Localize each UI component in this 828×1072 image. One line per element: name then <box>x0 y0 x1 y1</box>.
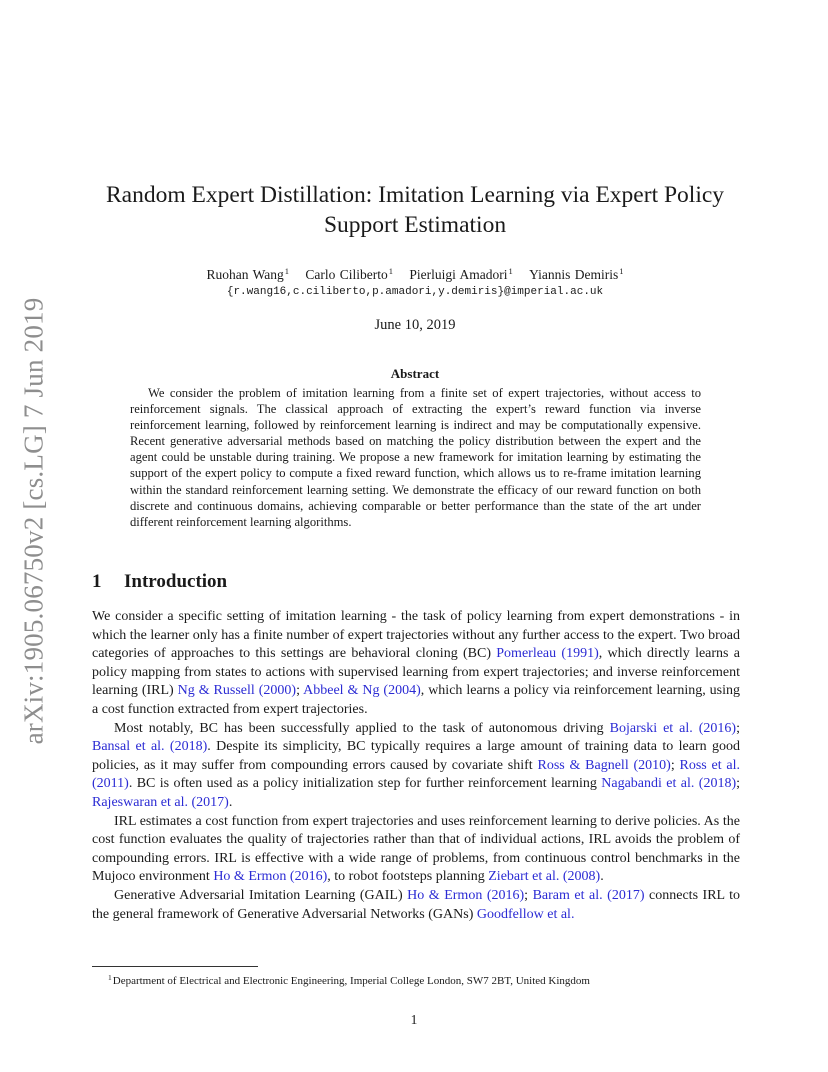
abstract-heading: Abstract <box>390 366 440 381</box>
paper-title: Random Expert Distillation: Imitation Learning via Expert Policy Support Estimation <box>105 182 725 238</box>
affiliation-mark: 1 <box>508 266 513 276</box>
section-heading <box>92 570 227 594</box>
paragraph <box>92 887 740 924</box>
author-name: Ruohan Wang <box>206 267 284 282</box>
paragraph-text: . Despite its simplicity, BC typically requires a large amount of training data to learn good policies, as it may suffer from compounding errors caused by covariate shift <box>92 739 740 773</box>
citation-link[interactable]: Ho & Ermon (2016) <box>213 869 328 885</box>
affiliation-mark: 1 <box>388 266 394 276</box>
paragraph-text: connects IRL to the general framework of Generative Adversarial Networks (GANs) <box>92 887 740 922</box>
citation-link[interactable]: Ho & Ermon (2016) <box>407 887 525 903</box>
page-number: 1 <box>410 1012 418 1027</box>
footnote-mark: 1 <box>108 973 112 982</box>
citation-link[interactable]: Goodfellow et al. <box>476 906 575 922</box>
author <box>206 267 289 282</box>
paragraph-text: Generative Adversarial Imitation Learning (GAIL) <box>114 887 408 903</box>
paragraph-text: IRL estimates a cost function from expert trajectories and uses reinforcement learning to derive policies. As the cost function evaluates the quality of trajectories rather than that of individual actions, IRL avoids the problem of compounding errors. IRL is effective with a wide range of problems, from continuous control benchmarks in the Mujoco environment <box>92 813 740 885</box>
section-body <box>92 608 740 924</box>
paper-date: June 10, 2019 <box>374 317 456 333</box>
paragraph-text: , which learns a policy via reinforcement learning, using a cost function extracted from expert trajectories. <box>92 683 741 717</box>
author-name: Pierluigi Amadori <box>409 267 508 282</box>
paragraph-text: ; <box>670 757 680 773</box>
author-name: Carlo Ciliberto <box>305 267 388 282</box>
paragraph-text: ; <box>736 776 740 792</box>
citation-link[interactable]: Bansal et al. (2018) <box>92 739 208 755</box>
citation-link[interactable]: Ziebart et al. (2008) <box>488 869 601 885</box>
abstract-text: We consider the problem of imitation learning from a finite set of expert trajectories, without access to reinforcement signals. The classical approach of extracting the expert’s reward function via inverse reinforcement learning, followed by reinforcement learning is indirect and may be computationally expensive. Recent generative adversarial methods based on matching the policy distribution between the expert and the agent could be unstable during training. We propose a new framework for imitation learning by estimating the support of the expert policy to compute a fixed reward function, which allows us to re-frame imitation learning within the standard reinforcement learning setting. We demonstrate the efficacy of our reward function on both discrete and continuous domains, achieving comparable or better performance than the state of the art under different reinforcement learning algorithms. <box>130 386 701 529</box>
author <box>529 267 623 282</box>
paragraph-text: . <box>228 794 233 810</box>
author-emails: {r.wang16,c.ciliberto,p.amadori,y.demiris}@imperial.ac.uk <box>226 286 604 298</box>
affiliation-mark: 1 <box>619 266 624 276</box>
paragraph-text: ; <box>296 683 304 699</box>
author <box>409 267 512 282</box>
section-number: 1 <box>92 571 102 592</box>
author-name: Yiannis Demiris <box>529 267 619 282</box>
citation-link[interactable]: Pomerleau (1991) <box>496 646 599 662</box>
paragraph-text: , which directly learns a policy mapping from states to actions with supervised learning from expert trajectories; and inverse reinforcement learning (IRL) <box>92 646 740 699</box>
affiliation-mark: 1 <box>284 266 290 276</box>
citation-link[interactable]: Rajeswaran et al. (2017) <box>92 794 229 810</box>
footnote <box>108 971 740 988</box>
paragraph-text: ; <box>524 887 533 903</box>
arxiv-identifier-stamp: arXiv:1905.06750v2 [cs.LG] 7 Jun 2019 <box>18 297 49 745</box>
section-title: Introduction <box>124 571 228 592</box>
citation-link[interactable]: Bojarski et al. (2016) <box>609 720 737 736</box>
footnote-divider <box>92 966 258 967</box>
citation-link[interactable]: Abbeel & Ng (2004) <box>303 683 421 699</box>
footnote-text: Department of Electrical and Electronic Engineering, Imperial College London, SW7 2BT, United Kingdom <box>112 975 590 987</box>
paragraph-text: . BC is often used as a policy initialization step for further reinforcement learning <box>128 776 602 792</box>
paragraph <box>92 813 740 887</box>
paragraph <box>92 720 740 813</box>
citation-link[interactable]: Ross & Bagnell (2010) <box>537 757 671 773</box>
paragraph <box>92 608 740 720</box>
paragraph-text: Most notably, BC has been successfully applied to the task of autonomous driving <box>114 720 610 736</box>
citation-link[interactable]: Nagabandi et al. (2018) <box>601 776 737 792</box>
author <box>305 267 393 282</box>
paragraph-text: . <box>600 869 604 885</box>
citation-link[interactable]: Baram et al. (2017) <box>532 887 645 903</box>
citation-link[interactable]: Ng & Russell (2000) <box>177 683 297 699</box>
paragraph-text: We consider a specific setting of imitation learning - the task of policy learning from expert demonstrations - in which the learner only has a finite number of expert trajectories without any further access to the expert. Two broad categories of approaches to this settings are behavioral cloning (BC) <box>92 609 740 662</box>
paragraph-text: ; <box>736 720 740 736</box>
citation-link[interactable]: Ross et al. (2011) <box>92 757 741 792</box>
author-list <box>90 262 740 284</box>
paragraph-text: , to robot footsteps planning <box>327 869 489 885</box>
